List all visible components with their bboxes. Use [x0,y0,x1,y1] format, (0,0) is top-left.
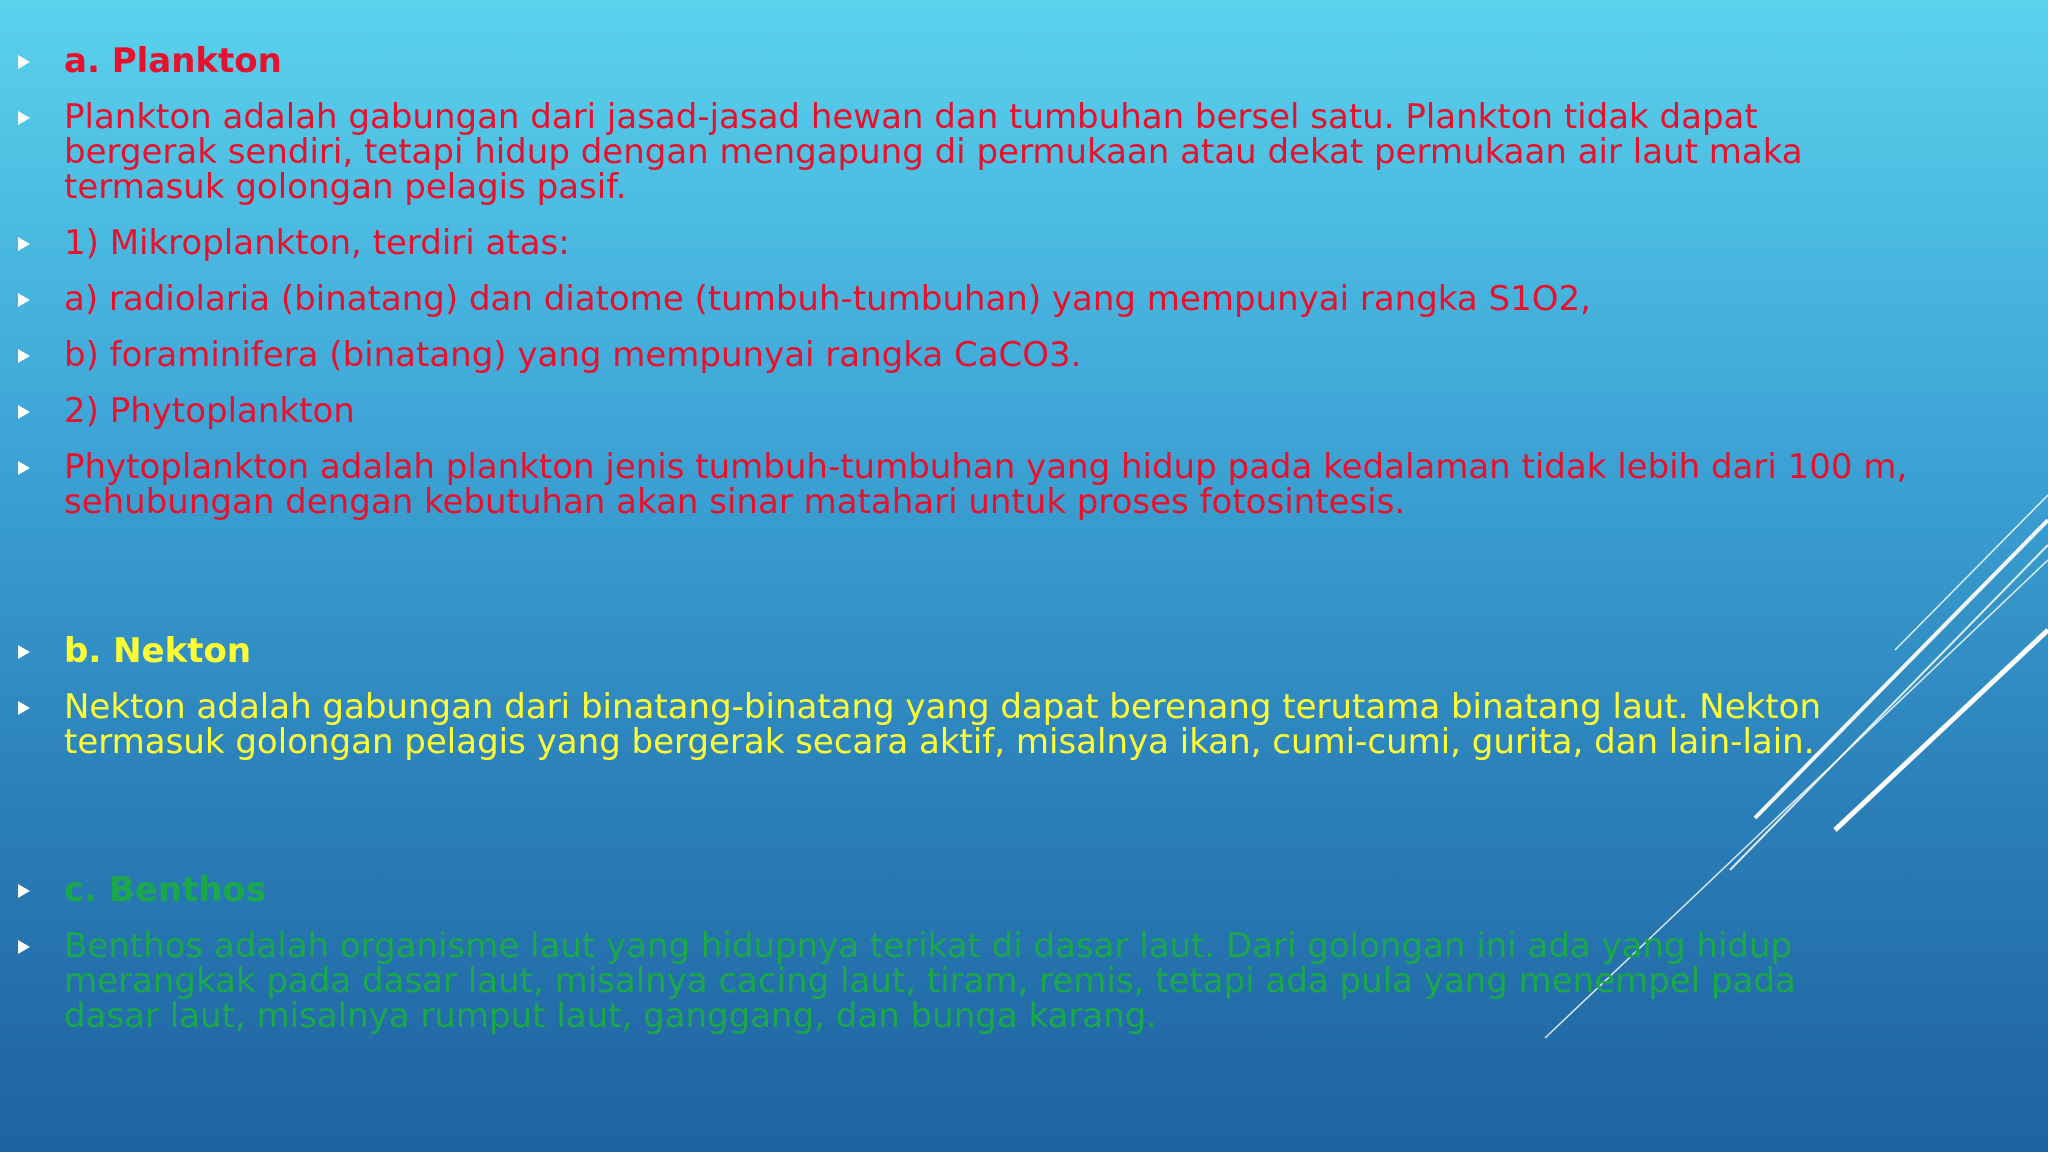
list-item [18,870,267,910]
list-item [18,335,1082,375]
deco-line-1 [1895,495,2048,650]
benthos-definition: Benthos adalah organisme laut yang hidupnya terikat di dasar laut. Dari golongan ini ada yang hidup merangkak pada dasar laut, misalnya cacing laut, tiram, remis, tetapi ada pula yang menempel pada dasar laut, misalnya rumput laut, ganggang, dan bunga karang. [64,926,1796,1036]
list-item [18,223,570,263]
list-item [18,687,1821,762]
triangle-bullet-icon [18,873,64,898]
nekton-heading: b. Nekton [64,631,252,671]
plankton-definition: Plankton adalah gabungan dari jasad-jasad hewan dan tumbuhan bersel satu. Plankton tidak dapat bergerak sendiri, tetapi hidup dengan mengapung di permukaan atau dekat permukaan air laut maka termasuk golongan pelagis pasif. [64,97,1803,207]
nekton-definition: Nekton adalah gabungan dari binatang-binatang yang dapat berenang terutama binatang laut. Nekton termasuk golongan pelagis yang bergerak secara aktif, misalnya ikan, cumi-cumi, gurita, dan lain-lain. [64,687,1821,762]
list-item [18,631,252,671]
triangle-bullet-icon [18,44,64,69]
triangle-bullet-icon [18,690,64,715]
triangle-bullet-icon [18,394,64,419]
list-item [18,926,1796,1036]
phytoplankton-heading: 2) Phytoplankton [64,391,355,431]
triangle-bullet-icon [18,226,64,251]
microplankton-heading: 1) Mikroplankton, terdiri atas: [64,223,570,263]
list-item [18,279,1591,319]
triangle-bullet-icon [18,634,64,659]
benthos-heading: c. Benthos [64,870,267,910]
list-item [18,447,1908,522]
triangle-bullet-icon [18,450,64,475]
triangle-bullet-icon [18,100,64,125]
list-item [18,391,355,431]
triangle-bullet-icon [18,929,64,954]
phytoplankton-text: Phytoplankton adalah plankton jenis tumbuh-tumbuhan yang hidup pada kedalaman tidak lebih dari 100 m, sehubungan dengan kebutuhan akan sinar matahari untuk proses fotosintesis. [64,447,1908,522]
triangle-bullet-icon [18,338,64,363]
microplankton-item-a: a) radiolaria (binatang) dan diatome (tumbuh-tumbuhan) yang mempunyai rangka S1O2, [64,279,1591,319]
list-item [18,97,1803,207]
microplankton-item-b: b) foraminifera (binatang) yang mempunyai rangka CaCO3. [64,335,1082,375]
triangle-bullet-icon [18,282,64,307]
plankton-heading: a. Plankton [64,41,282,81]
list-item [18,41,282,81]
